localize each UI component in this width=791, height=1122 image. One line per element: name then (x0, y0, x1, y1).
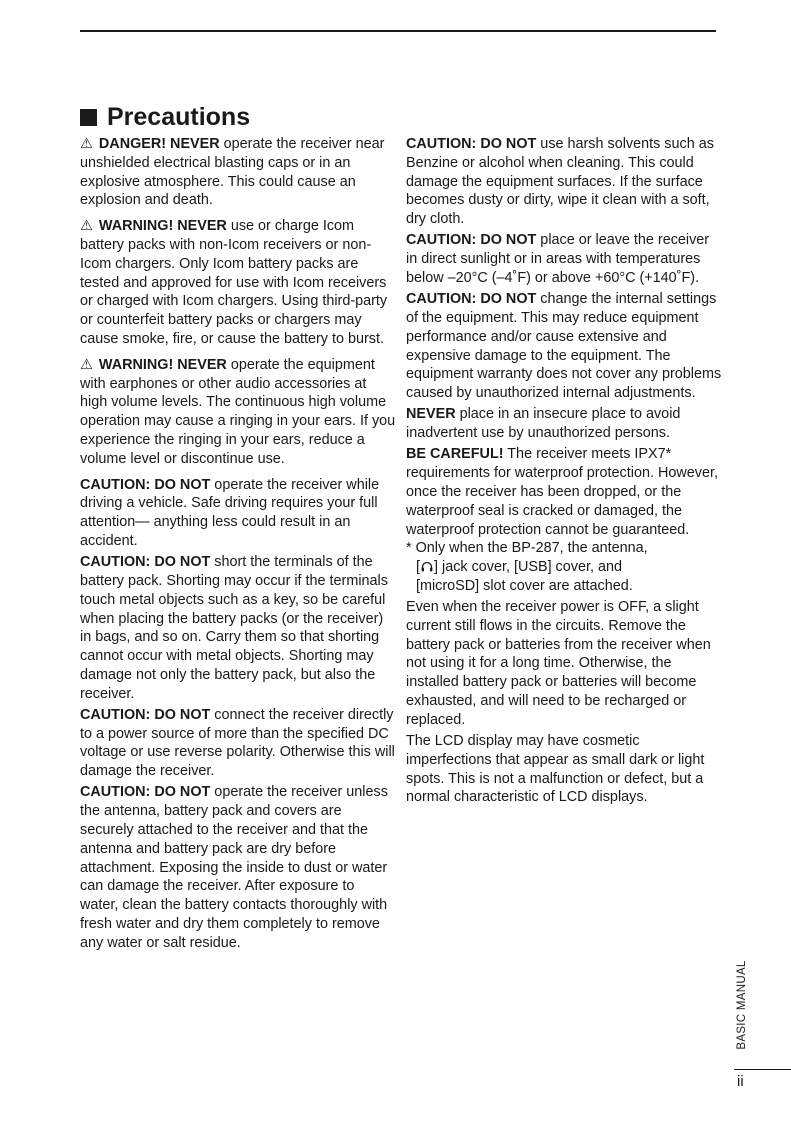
footnote-line: [ ] jack cover, [USB] cover, and (416, 559, 622, 576)
precaution-text: use or charge Icom battery packs with non-Icom receivers or non-Icom chargers. Only Icom battery packs are tested and approved for use with Icom receivers or charged with Icom chargers. Using third-party or counterfeit battery packs or chargers may cause smoke, fire, or cause the battery to burst. (80, 218, 388, 347)
precaution-text: connect the receiver directly to a power source of more than the specified DC voltage or use reverse polarity. Otherwise this will damage the receiver. (80, 706, 395, 780)
precaution-label: ⚠ WARNING! NEVER (80, 356, 227, 373)
footer-rule (734, 1069, 791, 1070)
precaution-label: CAUTION: DO NOT (80, 476, 211, 493)
heading-square-icon (80, 109, 97, 126)
precaution-text: place in an insecure place to avoid inadvertent use by unauthorized persons. (406, 406, 681, 442)
precaution-text: use harsh solvents such as Benzine or alcohol when cleaning. This could damage the equipment surfaces. If the surface becomes dusty or dirty, wipe it clean with a soft, dry cloth. (406, 136, 714, 228)
precaution-text: The receiver meets IPX7* requirements for waterproof protection. However, once the receiver has been dropped, or the waterproof seal is cracked or damaged, the waterproof protection cannot be guaranteed. (406, 446, 718, 538)
precaution-caution-power (80, 706, 396, 781)
precaution-text: place or leave the receiver in direct sunlight or in areas with temperatures below –20°C (–4˚F) or above +60°C (+140˚F). (406, 232, 710, 286)
footnote-line: [microSD] slot cover are attached. (416, 577, 633, 594)
precaution-caution-short (80, 553, 396, 703)
precaution-caution-antenna (80, 783, 396, 952)
precaution-warning-battery (80, 217, 396, 349)
precaution-label: CAUTION: DO NOT (406, 232, 537, 249)
precaution-label: CAUTION: DO NOT (406, 136, 537, 152)
info-lcd-display: The LCD display may have cosmetic imperfections that appear as small dark or light spots. This is not a malfunction or defect, but a normal characteristic of LCD displays. (406, 733, 705, 806)
precaution-text: operate the receiver unless the antenna, battery pack and covers are securely attached to the receiver and that the antenna and battery pack are dry before attachment. Exposing the inside to dust or water can damage the receiver. After exposure to water, clean the battery contacts thoroughly with fresh water and dry them completely to remove any water or salt residue. (80, 784, 388, 951)
precaution-caution-settings (406, 290, 722, 403)
page-number: ii (737, 1073, 744, 1090)
left-column (80, 135, 396, 955)
precaution-text: operate the equipment with earphones or other audio accessories at high volume levels. The continuous high volume operation may cause a ringing in your ears. If you experience the ringing in your ears, reduce a volume level or discontinue use. (80, 356, 396, 467)
precaution-text: short the terminals of the battery pack. Shorting may occur if the terminals touch metal objects such as a key, so be careful when placing the battery packs (or the receiver) in bags, and so on. Carry them so that shorting cannot occur with metal objects. Shorting may damage not only the battery pack, but also the receiver. (80, 554, 388, 702)
precaution-label: CAUTION: DO NOT (80, 784, 211, 801)
precaution-caution-sunlight (406, 231, 722, 287)
precaution-warning-volume (80, 356, 396, 469)
warning-triangle-icon: ⚠ (80, 218, 93, 235)
ipx7-footnote (406, 539, 722, 595)
precaution-caution-driving (80, 476, 396, 551)
footnote-line: * Only when the BP-287, the antenna, (406, 540, 648, 557)
precaution-text: change the internal settings of the equipment. This may reduce equipment performance and/or cause extensive and expensive damage to the equipment. The equipment warranty does not cover any problems caused by unauthorized internal adjustments. (406, 291, 722, 402)
heading-title: Precautions (107, 103, 251, 131)
precaution-label: CAUTION: DO NOT (406, 291, 537, 308)
right-column (406, 135, 722, 810)
precaution-danger-blasting (80, 135, 396, 210)
precaution-text: operate the receiver near unshielded electrical blasting caps or in an explosive atmosphere. This could cause an explosion and death. (80, 136, 385, 209)
warning-triangle-icon: ⚠ (80, 136, 93, 152)
precaution-caution-solvents (406, 135, 722, 229)
headphone-icon (421, 561, 433, 572)
precaution-label: NEVER (406, 406, 456, 423)
precaution-label: ⚠ DANGER! NEVER (80, 136, 220, 152)
header-rule (80, 30, 716, 32)
precaution-text: operate the receiver while driving a vehicle. Safe driving requires your full attention— anything less could result in an accident. (80, 476, 380, 549)
section-heading (80, 101, 250, 133)
sidebar-section-label: BASIC MANUAL (736, 960, 748, 1050)
info-power-off-current: Even when the receiver power is OFF, a slight current still flows in the circuits. Remove the battery pack or batteries from the receiver when not using it for a long time. Otherwise, the installed battery pack or batteries will become exhausted, and will need to be recharged or replaced. (406, 599, 711, 728)
precaution-be-careful (406, 445, 722, 539)
precaution-never-insecure (406, 405, 722, 443)
precaution-label: CAUTION: DO NOT (80, 706, 211, 723)
precaution-label: BE CAREFUL! (406, 446, 504, 463)
warning-triangle-icon: ⚠ (80, 356, 93, 373)
precaution-label: CAUTION: DO NOT (80, 554, 211, 571)
precaution-label: ⚠ WARNING! NEVER (80, 218, 227, 235)
